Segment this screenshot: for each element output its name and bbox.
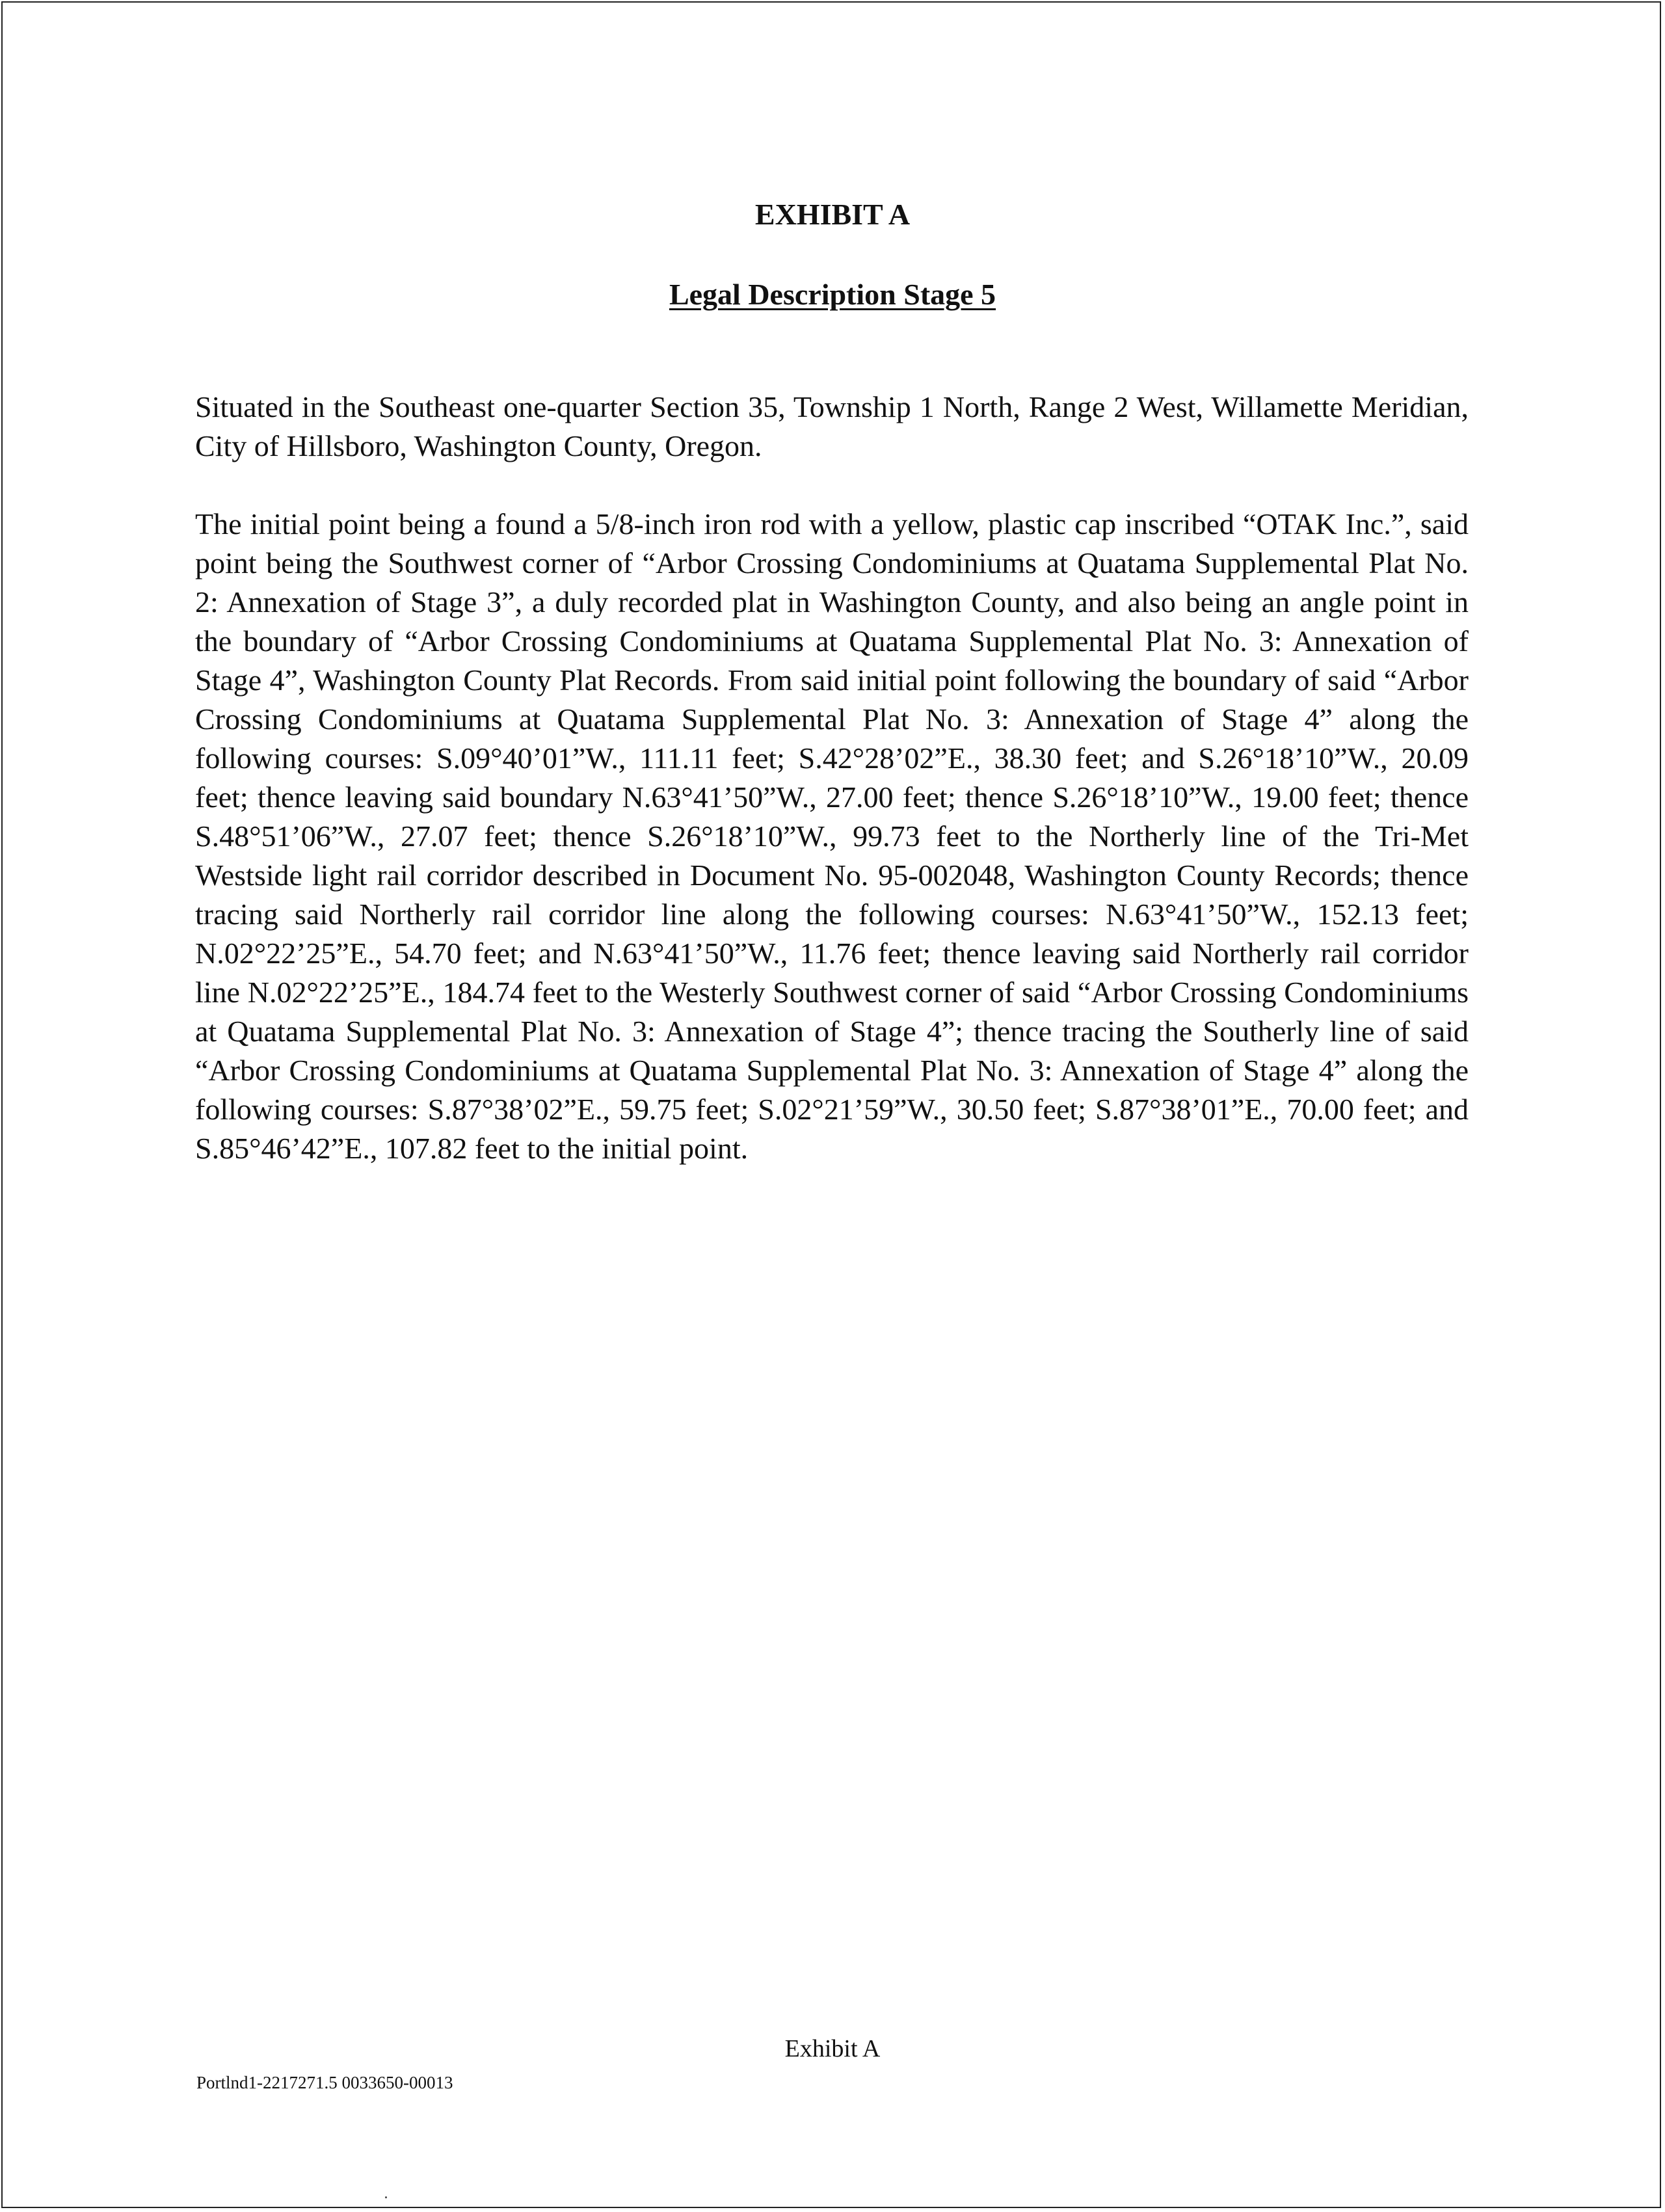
page-title: EXHIBIT A bbox=[754, 198, 911, 231]
scan-speck bbox=[385, 2196, 387, 2198]
footer-exhibit-label: Exhibit A bbox=[784, 2035, 881, 2062]
location-paragraph: Situated in the Southeast one-quarter Section 35, Township 1 North, Range 2 West, Willamette Meridian, City of Hillsboro, Washington County, Oregon. bbox=[195, 390, 1469, 462]
page-subtitle bbox=[0, 275, 1665, 314]
footer-document-id: Portlnd1-2217271.5 0033650-00013 bbox=[196, 2073, 453, 2092]
subtitle-text: Legal Description Stage 5 bbox=[669, 278, 996, 311]
legal-description-paragraph: The initial point being a found a 5/8-inch iron rod with a yellow, plastic cap inscribed “OTAK Inc.”, said point being the Southwest corner of “Arbor Crossing Condominiums at Quatama Supplemental Plat No. 2: Annexation of Stage 3”, a duly recorded plat in Washington County, and also being an angle point in the boundary of “Arbor Crossing Condominiums at Quatama Supplemental Plat No. 3: Annexation of Stage 4”, Washington County Plat Records. From said initial point following the boundary of said “Arbor Crossing Condominiums at Quatama Supplemental Plat No. 3: Annexation of Stage 4” along the following courses: S.09°40’01”W., 111.11 feet; S.42°28’02”E., 38.30 feet; and S.26°18’10”W., 20.09 feet; thence leaving said boundary N.63°41’50”W., 27.00 feet; thence S.26°18’10”W., 19.00 feet; thence S.48°51’06”W., 27.07 feet; thence S.26°18’10”W., 99.73 feet to the Northerly line of the Tri-Met Westside light rail corridor described in Document No. 95-002048, Washington County Records; thence tracing said Northerly rail corridor line along the following courses: N.63°41’50”W., 152.13 feet; N.02°22’25”E., 54.70 feet; and N.63°41’50”W., 11.76 feet; thence leaving said Northerly rail corridor line N.02°22’25”E., 184.74 feet to the Westerly Southwest corner of said “Arbor Crossing Condominiums at Quatama Supplemental Plat No. 3: Annexation of Stage 4”; thence tracing the Southerly line of said “Arbor Crossing Condominiums at Quatama Supplemental Plat No. 3: Annexation of Stage 4” along the following courses: S.87°38’02”E., 59.75 feet; S.02°21’59”W., 30.50 feet; S.87°38’01”E., 70.00 feet; and S.85°46’42”E., 107.82 feet to the initial point. bbox=[195, 507, 1469, 1165]
